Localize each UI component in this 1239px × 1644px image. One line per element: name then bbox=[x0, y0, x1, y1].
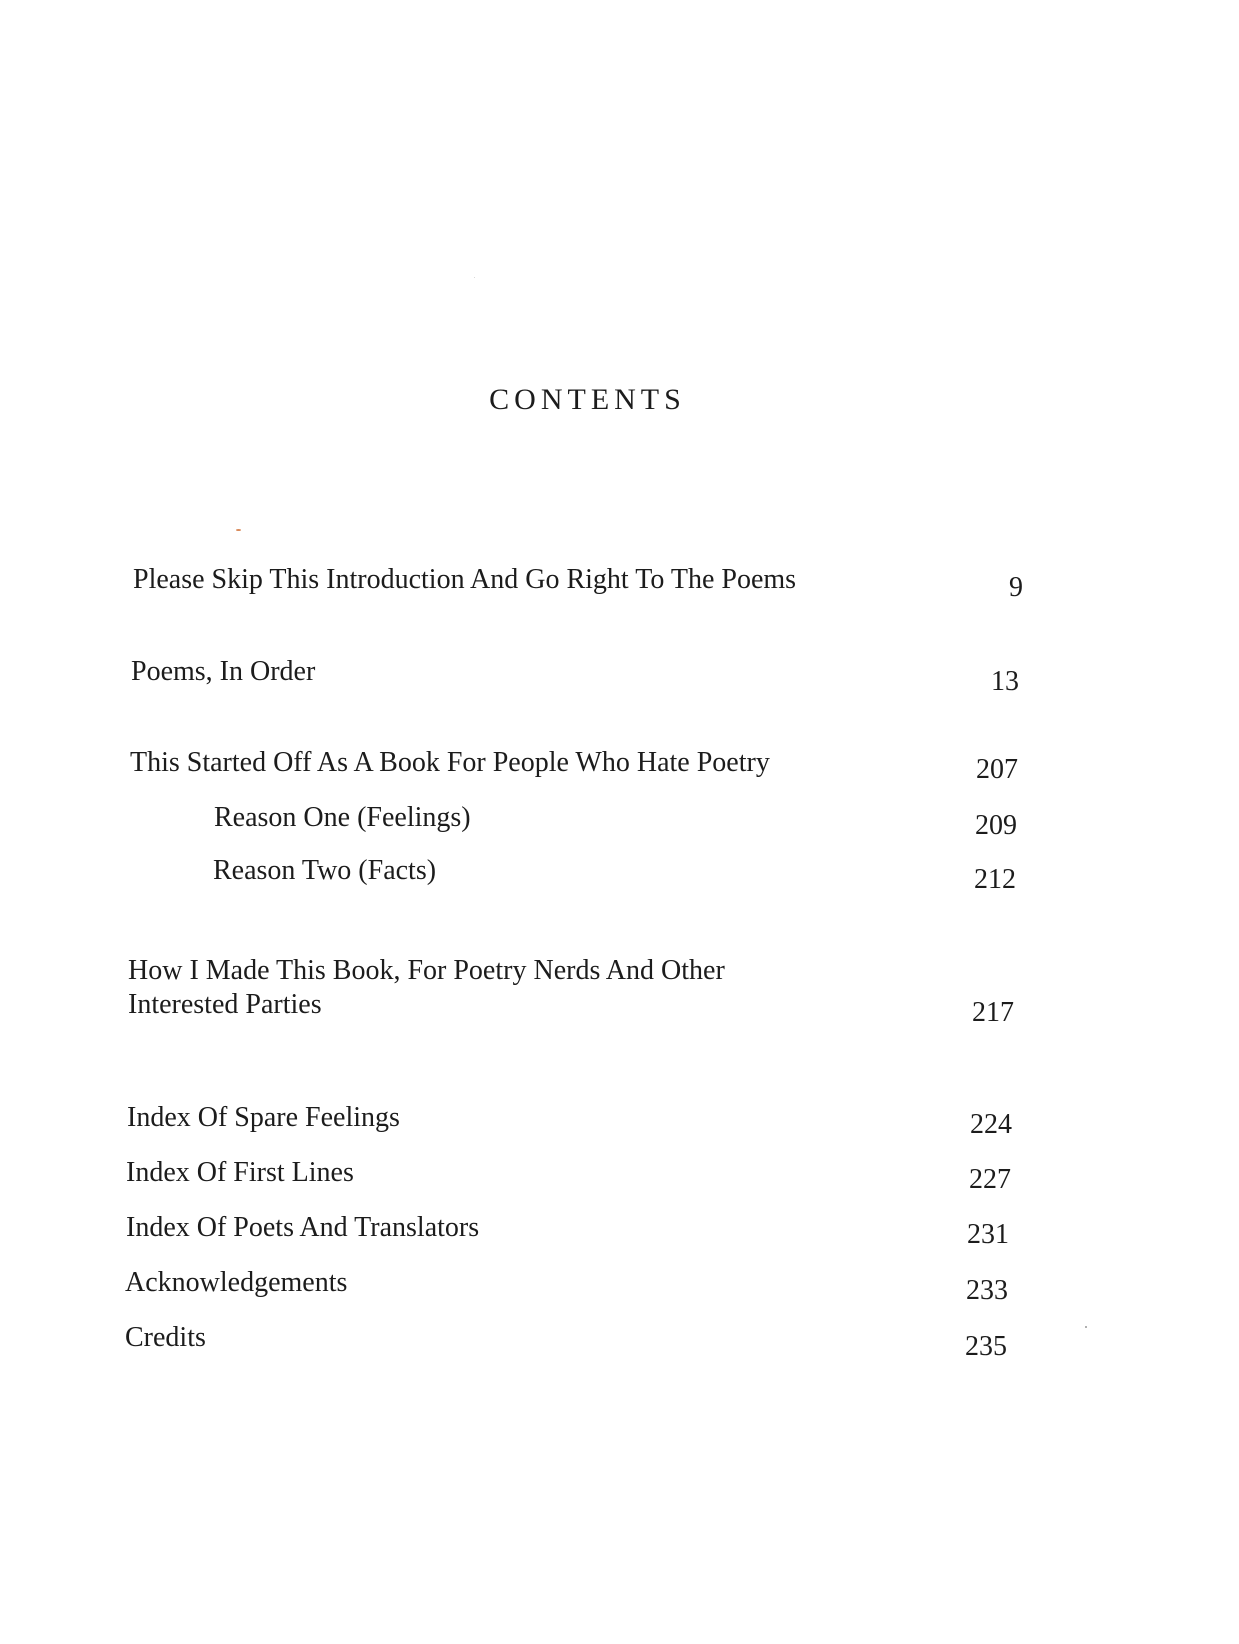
toc-entry-page-number: 13 bbox=[991, 666, 1019, 697]
toc-entry-how-i-made-this-book bbox=[128, 953, 1014, 1033]
toc-entry-page-number: 227 bbox=[969, 1164, 1011, 1195]
toc-entry-label: Reason One (Feelings) bbox=[214, 802, 471, 833]
scan-speck bbox=[474, 277, 475, 278]
toc-entry-page-number: 209 bbox=[975, 810, 1017, 841]
toc-entry-page-number: 9 bbox=[1009, 572, 1023, 603]
toc-entry-label: Reason Two (Facts) bbox=[213, 855, 437, 886]
scan-speck bbox=[236, 529, 241, 531]
toc-entry-label-line-2: Interested Parties bbox=[128, 989, 322, 1020]
toc-entry-page-number: 231 bbox=[967, 1219, 1009, 1250]
toc-entry-page-number: 233 bbox=[966, 1275, 1008, 1306]
toc-entry-label-line-1: How I Made This Book, For Poetry Nerds And Other bbox=[128, 955, 725, 986]
toc-entry-label: Index Of Spare Feelings bbox=[127, 1102, 400, 1133]
contents-heading: CONTENTS bbox=[489, 383, 686, 416]
toc-entry-index-first-lines bbox=[126, 1155, 1011, 1195]
toc-entry-reason-one bbox=[214, 800, 1017, 840]
toc-entry-label: Acknowledgements bbox=[125, 1267, 348, 1298]
toc-entry-page-number: 207 bbox=[976, 754, 1018, 785]
toc-entry-book-for-people bbox=[130, 745, 1018, 785]
toc-entry-page-number: 235 bbox=[965, 1331, 1007, 1362]
toc-entry-page-number: 217 bbox=[972, 997, 1014, 1028]
toc-entry-label: Index Of First Lines bbox=[126, 1157, 354, 1188]
toc-entry-introduction bbox=[133, 562, 1023, 602]
toc-entry-index-poets bbox=[126, 1210, 1009, 1250]
toc-entry-label: Please Skip This Introduction And Go Right To The Poems bbox=[133, 564, 797, 595]
toc-entry-page-number: 212 bbox=[974, 864, 1016, 895]
toc-entry-index-spare-feelings bbox=[127, 1100, 1012, 1140]
toc-entry-page-number: 224 bbox=[970, 1109, 1012, 1140]
toc-entry-poems-in-order bbox=[131, 654, 1019, 704]
toc-entry-label: This Started Off As A Book For People Who Hate Poetry bbox=[130, 747, 770, 778]
toc-entry-reason-two bbox=[213, 853, 1016, 893]
toc-entry-credits bbox=[125, 1320, 1007, 1360]
toc-entry-label: Index Of Poets And Translators bbox=[126, 1212, 480, 1243]
toc-entry-label: Poems, In Order bbox=[131, 656, 316, 687]
toc-entry-acknowledgements bbox=[125, 1265, 1008, 1305]
toc-entry-label: Credits bbox=[125, 1322, 206, 1353]
scan-speck bbox=[1085, 1326, 1087, 1328]
